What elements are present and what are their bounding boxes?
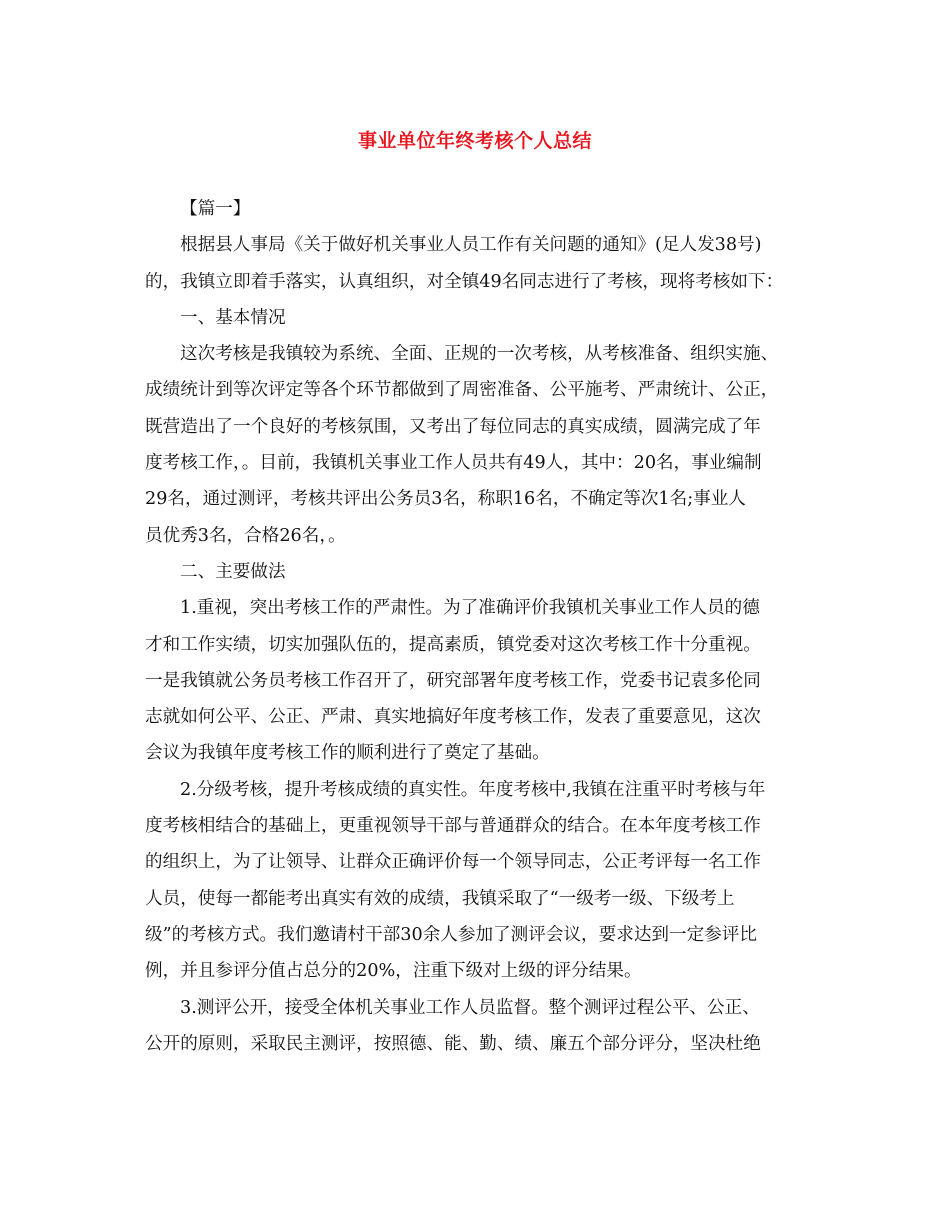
text-line: 二、主要做法 [180,561,286,582]
text-line: 员优秀3名，合格26名，。 [145,525,346,546]
text-line: 2.分级考核，提升考核成绩的真实性。年度考核中,我镇在注重平时考核与年 [180,779,766,800]
text-line: 度考核相结合的基础上，更重视领导干部与普通群众的结合。在本年度考核工作 [145,816,761,837]
text-line: 29名，通过测评，考核共评出公务员3名，称职16名，不确定等次1名;事业人 [145,489,746,510]
text-line: 人员，使每一都能考出真实有效的成绩，我镇采取了“一级考一级、下级考上 [145,888,735,909]
text-line: 一、基本情况 [180,307,286,328]
document-body [145,191,810,1062]
text-line: 级”的考核方式。我们邀请村干部30余人参加了测评会议，要求达到一定参评比 [145,924,757,945]
text-line: 度考核工作，。目前，我镇机关事业工作人员共有49人，其中：20名，事业编制 [145,453,762,474]
document-title: 事业单位年终考核个人总结 [357,130,592,152]
text-line: 根据县人事局《关于做好机关事业人员工作有关问题的通知》(足人发38号) [180,235,762,256]
text-line: 一是我镇就公务员考核工作召开了，研究部署年度考核工作，党委书记袁多伦同 [145,670,761,691]
text-line: 成绩统计到等次评定等各个环节都做到了周密准备、公平施考、严肃统计、公正， [145,380,779,401]
text-line: 才和工作实绩，切实加强队伍的，提高素质，镇党委对这次考核工作十分重视。 [145,634,761,655]
text-line: 既营造出了一个良好的考核氛围，又考出了每位同志的真实成绩，圆满完成了年 [145,416,761,437]
text-line: 公开的原则，采取民主测评，按照德、能、勤、绩、廉五个部分评分，坚决杜绝 [145,1033,761,1054]
text-line: 会议为我镇年度考核工作的顺利进行了奠定了基础。 [145,743,550,764]
text-line: 3.测评公开，接受全体机关事业工作人员监督。整个测评过程公平、公正、 [180,997,760,1018]
text-line: 例，并且参评分值占总分的20%，注重下级对上级的评分结果。 [145,961,642,982]
text-line: 1.重视，突出考核工作的严肃性。为了准确评价我镇机关事业工作人员的德 [180,598,760,619]
text-line: 这次考核是我镇较为系统、全面、正规的一次考核，从考核准备、组织实施、 [180,344,779,365]
text-line: 志就如何公平、公正、严肃、真实地搞好年度考核工作，发表了重要意见，这次 [145,707,761,728]
text-line: 【篇一】 [180,199,251,219]
text-line: 的组织上，为了让领导、让群众正确评价每一个领导同志，公正考评每一名工作 [145,852,761,873]
text-line: 的，我镇立即着手落实，认真组织，对全镇49名同志进行了考核，现将考核如下： [145,271,784,292]
